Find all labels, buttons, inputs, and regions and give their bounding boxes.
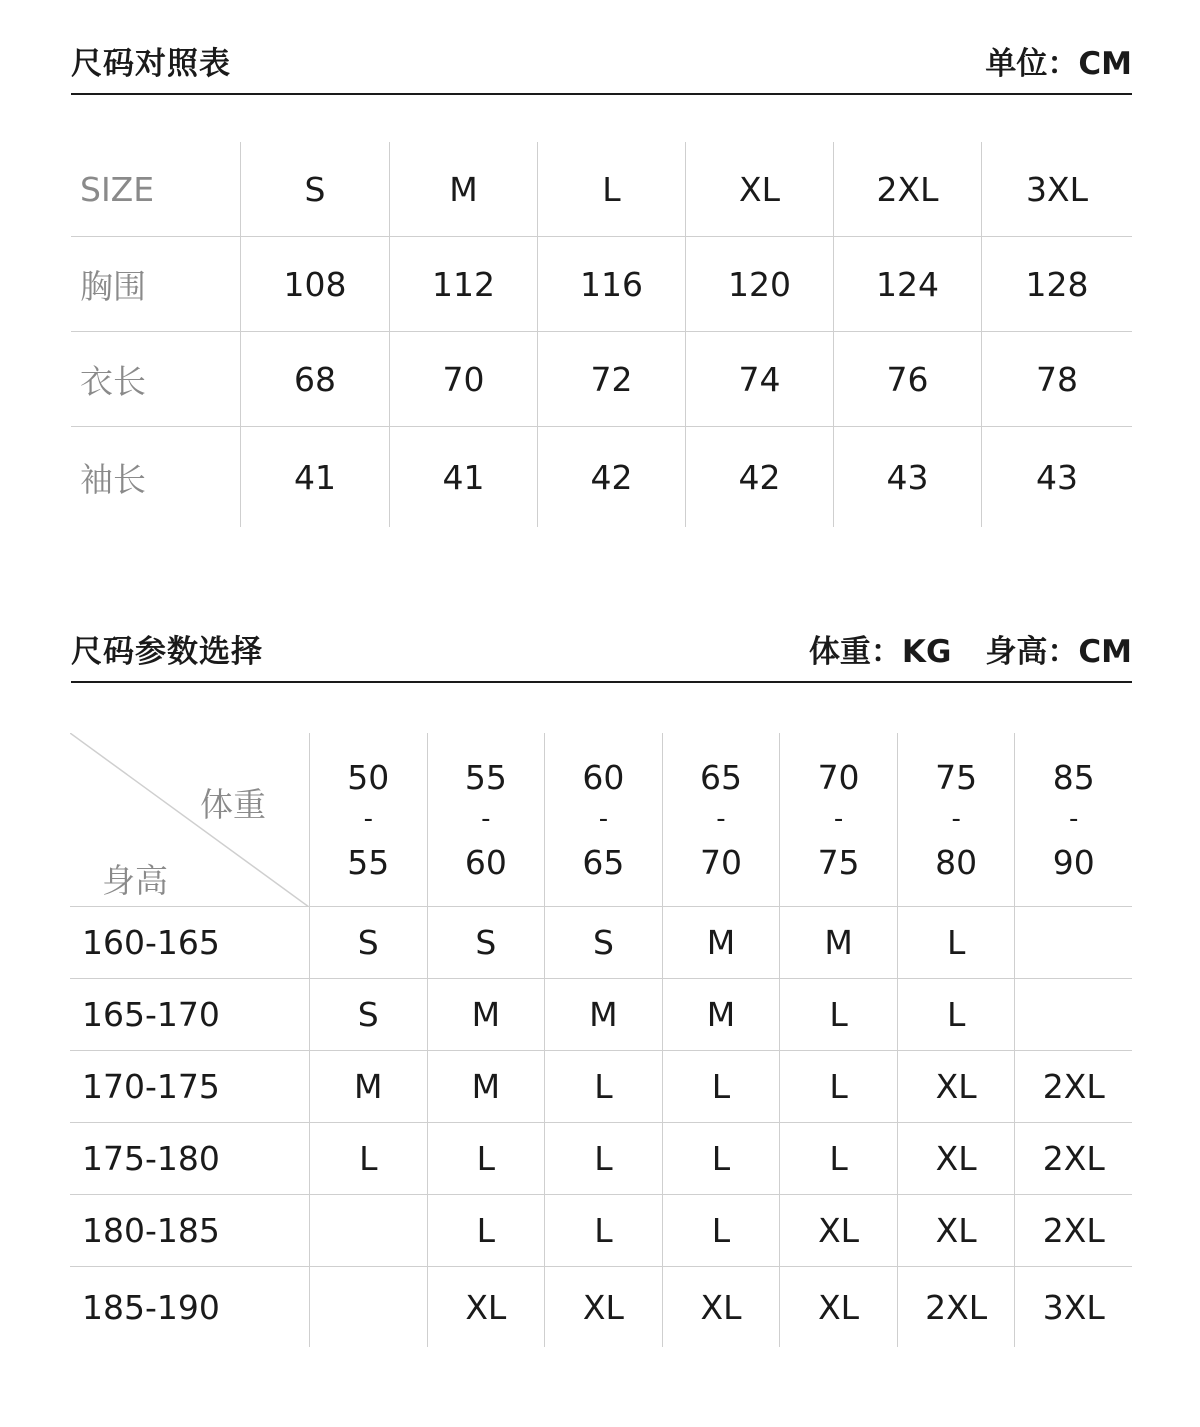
size-cell: M bbox=[662, 907, 780, 978]
height-range-label: 160-165 bbox=[82, 923, 220, 962]
table-row bbox=[71, 427, 1132, 527]
corner-height-label: 身高 bbox=[102, 861, 168, 900]
height-range-label: 175-180 bbox=[82, 1139, 220, 1178]
size-header-cell: L bbox=[537, 142, 685, 236]
size-cell: M bbox=[779, 907, 897, 978]
weight-to: 60 bbox=[464, 842, 507, 882]
weight-from: 70 bbox=[817, 757, 860, 797]
corner-weight-label: 体重 bbox=[200, 785, 266, 824]
size-cell: 2XL bbox=[1014, 1195, 1132, 1266]
table-cell: 41 bbox=[389, 427, 537, 527]
size-cell: 3XL bbox=[1014, 1267, 1132, 1347]
size-cell: L bbox=[544, 1051, 662, 1122]
range-dash: - bbox=[481, 803, 491, 834]
size-cell bbox=[309, 1267, 427, 1347]
row-label: 胸围 bbox=[80, 266, 146, 306]
range-dash: - bbox=[716, 803, 726, 834]
size-chart-table bbox=[71, 142, 1132, 527]
weight-from: 85 bbox=[1052, 757, 1095, 797]
table-cell: 42 bbox=[685, 427, 833, 527]
size-cell: XL bbox=[897, 1195, 1015, 1266]
table-cell: 116 bbox=[537, 237, 685, 331]
table-cell: 112 bbox=[389, 237, 537, 331]
table-cell: 70 bbox=[389, 332, 537, 426]
table-row bbox=[70, 1267, 1132, 1363]
weight-header-row bbox=[70, 733, 1132, 907]
size-header-cell: M bbox=[389, 142, 537, 236]
size-header-cell: 3XL bbox=[981, 142, 1132, 236]
height-range-label: 170-175 bbox=[82, 1067, 220, 1106]
size-cell: XL bbox=[779, 1267, 897, 1347]
size-cell: M bbox=[427, 1051, 545, 1122]
size-cell bbox=[1014, 979, 1132, 1050]
size-selector-header bbox=[71, 628, 1132, 668]
table-row bbox=[70, 979, 1132, 1051]
weight-to: 65 bbox=[582, 842, 625, 882]
size-cell: 2XL bbox=[897, 1267, 1015, 1347]
table-cell: 43 bbox=[981, 427, 1132, 527]
table-cell: 76 bbox=[833, 332, 981, 426]
table-row bbox=[70, 1123, 1132, 1195]
row-label: 袖长 bbox=[80, 459, 146, 499]
table-cell: 68 bbox=[240, 332, 389, 426]
size-cell: L bbox=[427, 1195, 545, 1266]
size-selector-unit-group bbox=[809, 626, 1132, 671]
table-row bbox=[70, 1195, 1132, 1267]
size-cell: L bbox=[779, 1123, 897, 1194]
size-cell: L bbox=[897, 979, 1015, 1050]
size-cell: L bbox=[779, 1051, 897, 1122]
size-chart-header-row bbox=[71, 142, 1132, 237]
height-range-label: 180-185 bbox=[82, 1211, 220, 1250]
size-cell: 2XL bbox=[1014, 1051, 1132, 1122]
table-cell: 108 bbox=[240, 237, 389, 331]
size-cell bbox=[1014, 907, 1132, 978]
size-chart-unit-group bbox=[985, 38, 1132, 83]
table-cell: 41 bbox=[240, 427, 389, 527]
table-row bbox=[71, 237, 1132, 332]
size-cell: L bbox=[544, 1195, 662, 1266]
weight-to: 90 bbox=[1052, 842, 1095, 882]
range-dash: - bbox=[363, 803, 373, 834]
size-header-cell: S bbox=[240, 142, 389, 236]
table-cell: 120 bbox=[685, 237, 833, 331]
range-dash: - bbox=[951, 803, 961, 834]
table-cell: 42 bbox=[537, 427, 685, 527]
size-chart-header bbox=[71, 40, 1132, 80]
size-chart-title: 尺码对照表 bbox=[71, 45, 231, 82]
size-cell: XL bbox=[427, 1267, 545, 1347]
table-cell: 43 bbox=[833, 427, 981, 527]
size-cell: M bbox=[427, 979, 545, 1050]
size-cell: S bbox=[309, 979, 427, 1050]
size-cell: L bbox=[662, 1195, 780, 1266]
size-cell: L bbox=[779, 979, 897, 1050]
weight-range-header bbox=[544, 733, 662, 906]
height-range-label: 185-190 bbox=[82, 1287, 220, 1327]
table-cell: 78 bbox=[981, 332, 1132, 426]
size-cell: XL bbox=[779, 1195, 897, 1266]
size-cell: L bbox=[662, 1051, 780, 1122]
weight-to: 55 bbox=[347, 842, 390, 882]
table-row bbox=[70, 1051, 1132, 1123]
size-cell: S bbox=[309, 907, 427, 978]
table-row bbox=[70, 907, 1132, 979]
range-dash: - bbox=[1069, 803, 1079, 834]
size-cell: XL bbox=[544, 1267, 662, 1347]
size-chart-unit: 单位：CM bbox=[985, 45, 1132, 82]
weight-range-header bbox=[309, 733, 427, 906]
size-cell: M bbox=[662, 979, 780, 1050]
weight-from: 50 bbox=[347, 757, 390, 797]
size-header-label: SIZE bbox=[80, 169, 155, 209]
size-cell bbox=[309, 1195, 427, 1266]
weight-range-header bbox=[1014, 733, 1132, 906]
size-cell: S bbox=[427, 907, 545, 978]
size-selector-title: 尺码参数选择 bbox=[71, 633, 263, 670]
weight-to: 70 bbox=[699, 842, 742, 882]
size-cell: XL bbox=[662, 1267, 780, 1347]
size-header-cell: 2XL bbox=[833, 142, 981, 236]
size-cell: L bbox=[544, 1123, 662, 1194]
size-chart-divider bbox=[71, 93, 1132, 95]
table-cell: 128 bbox=[981, 237, 1132, 331]
size-cell: M bbox=[309, 1051, 427, 1122]
size-cell: L bbox=[897, 907, 1015, 978]
row-label: 衣长 bbox=[80, 361, 146, 401]
size-selector-table bbox=[70, 733, 1132, 1363]
size-cell: S bbox=[544, 907, 662, 978]
weight-from: 75 bbox=[935, 757, 978, 797]
table-cell: 74 bbox=[685, 332, 833, 426]
size-cell: M bbox=[544, 979, 662, 1050]
weight-range-header bbox=[779, 733, 897, 906]
size-header-cell: XL bbox=[685, 142, 833, 236]
weight-range-header bbox=[662, 733, 780, 906]
weight-to: 75 bbox=[817, 842, 860, 882]
size-cell: XL bbox=[897, 1051, 1015, 1122]
weight-range-header bbox=[427, 733, 545, 906]
range-dash: - bbox=[833, 803, 844, 834]
height-unit: 身高：CM bbox=[985, 633, 1132, 670]
weight-from: 55 bbox=[464, 757, 507, 797]
size-cell: XL bbox=[897, 1123, 1015, 1194]
table-row bbox=[71, 332, 1132, 427]
size-cell: L bbox=[662, 1123, 780, 1194]
weight-range-header bbox=[897, 733, 1015, 906]
height-range-label: 165-170 bbox=[82, 995, 220, 1034]
size-cell: 2XL bbox=[1014, 1123, 1132, 1194]
table-cell: 72 bbox=[537, 332, 685, 426]
range-dash: - bbox=[598, 803, 609, 834]
size-cell: L bbox=[309, 1123, 427, 1194]
table-cell: 124 bbox=[833, 237, 981, 331]
weight-unit: 体重：KG bbox=[808, 633, 952, 670]
weight-from: 60 bbox=[582, 757, 625, 797]
size-selector-divider bbox=[71, 681, 1132, 683]
corner-cell bbox=[70, 733, 309, 906]
size-cell: L bbox=[427, 1123, 545, 1194]
weight-from: 65 bbox=[699, 757, 742, 797]
weight-to: 80 bbox=[935, 842, 978, 882]
